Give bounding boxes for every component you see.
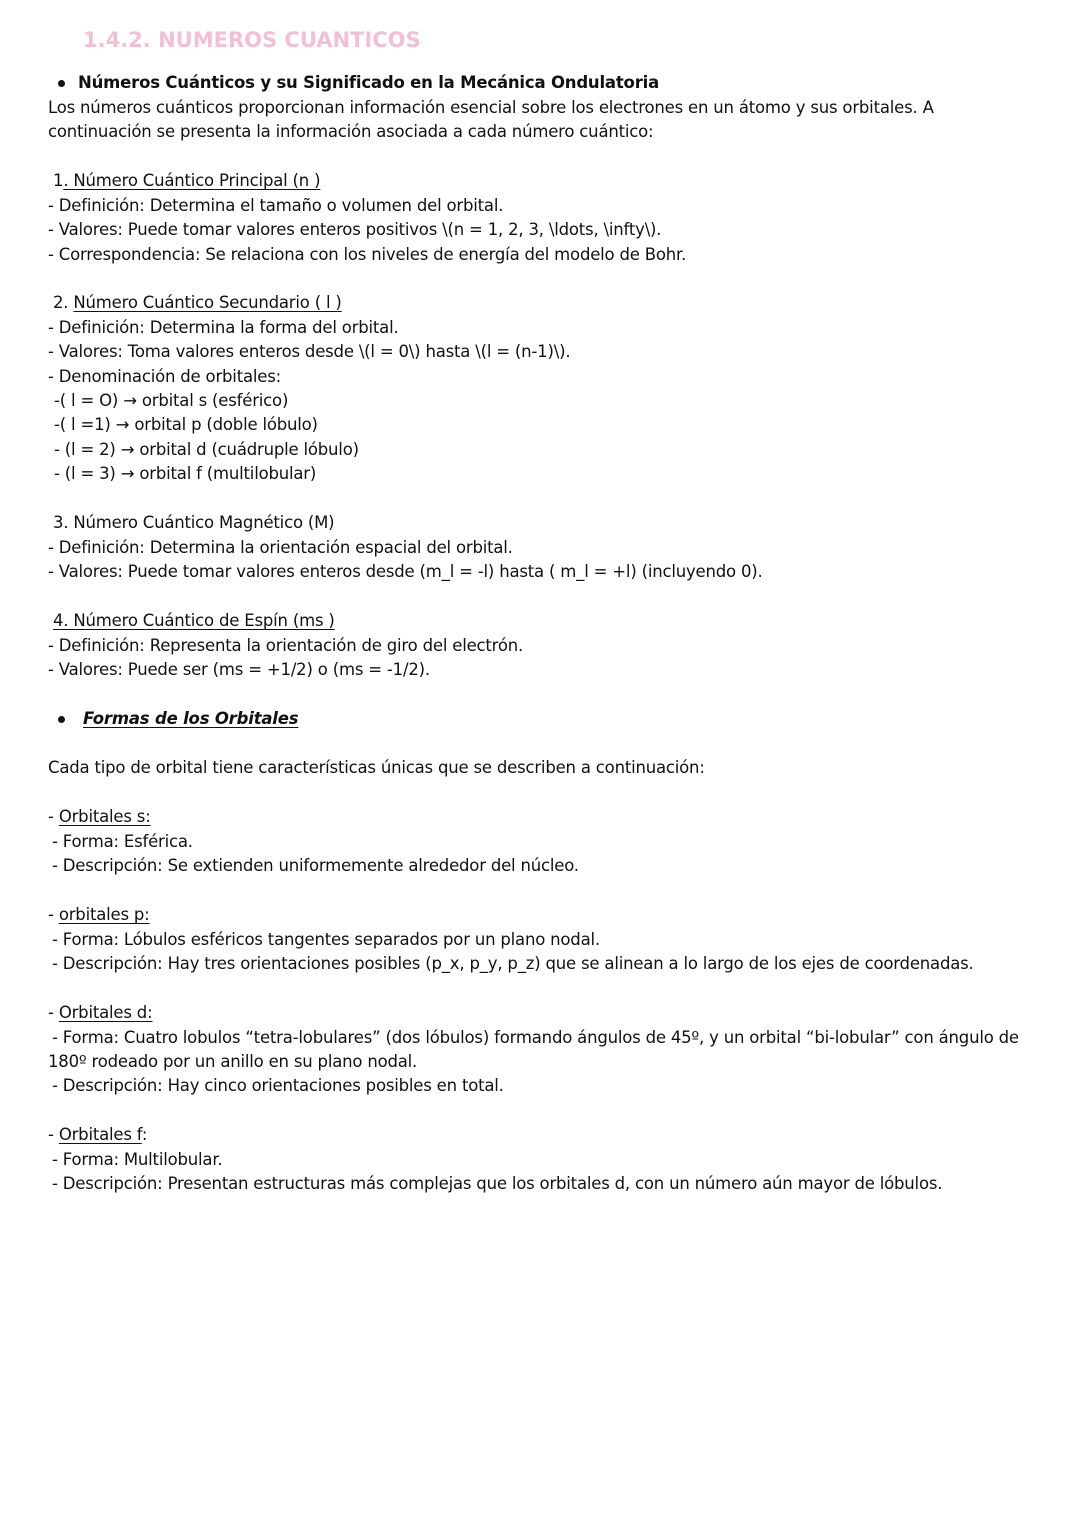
list-item: - Forma: Cuatro lobulos “tetra-lobulares” (dos lóbulos) formando ángulos de 45º, y un orbital “bi-lobular” con ángulo de bbox=[52, 1028, 1019, 1047]
list-item: - Definición: Determina la orientación espacial del orbital. bbox=[48, 538, 513, 557]
list-item: - Forma: Lóbulos esféricos tangentes separados por un plano nodal. bbox=[52, 930, 600, 949]
list-item: - Descripción: Presentan estructuras más complejas que los orbitales d, con un número aún mayor de lóbulos. bbox=[52, 1174, 943, 1193]
list-item: - Forma: Esférica. bbox=[52, 832, 193, 851]
list-item: - Descripción: Hay tres orientaciones posibles (p_x, p_y, p_z) que se alinean a lo largo de los ejes de coordenadas. bbox=[52, 954, 974, 973]
orbital-f-heading: - Orbitales f: bbox=[48, 1125, 148, 1144]
orbital-d-heading: - Orbitales d: bbox=[48, 1003, 153, 1022]
intro-line: Cada tipo de orbital tiene características únicas que se describen a continuación: bbox=[48, 758, 705, 777]
list-item: - (l = 2) → orbital d (cuádruple lóbulo) bbox=[54, 440, 359, 459]
list-item: - Valores: Puede tomar valores enteros desde (m_l = -l) hasta ( m_l = +l) (incluyendo 0). bbox=[48, 562, 763, 581]
page-title: 1.4.2. NUMEROS CUANTICOS bbox=[83, 28, 421, 52]
subheading-principal: 1. Número Cuántico Principal (n ) bbox=[53, 171, 321, 190]
subheading-espin: 4. Número Cuántico de Espín (ms ) bbox=[53, 611, 335, 630]
subheading-secundario: 2. Número Cuántico Secundario ( l ) bbox=[53, 293, 342, 312]
list-item: - Descripción: Se extienden uniformemente alrededor del núcleo. bbox=[52, 856, 579, 875]
list-item: - Definición: Determina el tamaño o volumen del orbital. bbox=[48, 196, 504, 215]
bullet-icon bbox=[58, 80, 65, 87]
list-item: - Descripción: Hay cinco orientaciones posibles en total. bbox=[52, 1076, 504, 1095]
list-item: 180º rodeado por un anillo en su plano nodal. bbox=[48, 1052, 418, 1071]
orbital-p-heading: - orbitales p: bbox=[48, 905, 150, 924]
bullet-icon bbox=[58, 716, 65, 723]
section-heading-quantum-numbers: Números Cuánticos y su Significado en la Mecánica Ondulatoria bbox=[78, 73, 660, 92]
list-item: - Definición: Representa la orientación de giro del electrón. bbox=[48, 636, 524, 655]
list-item: - Forma: Multilobular. bbox=[52, 1150, 223, 1169]
intro-line: Los números cuánticos proporcionan información esencial sobre los electrones en un átomo y sus orbitales. A bbox=[48, 98, 934, 117]
list-item: - Definición: Determina la forma del orbital. bbox=[48, 318, 399, 337]
list-item: -( l = O) → orbital s (esférico) bbox=[54, 391, 289, 410]
list-item: - Valores: Puede tomar valores enteros positivos \(n = 1, 2, 3, \ldots, \infty\). bbox=[48, 220, 662, 239]
list-item: -( l =1) → orbital p (doble lóbulo) bbox=[54, 415, 318, 434]
list-item: - Valores: Toma valores enteros desde \(l = 0\) hasta \(l = (n-1)\). bbox=[48, 342, 571, 361]
list-item: - Denominación de orbitales: bbox=[48, 367, 281, 386]
list-item: - (l = 3) → orbital f (multilobular) bbox=[54, 464, 317, 483]
intro-line: continuación se presenta la información asociada a cada número cuántico: bbox=[48, 122, 654, 141]
section-heading-orbital-shapes: Formas de los Orbitales bbox=[83, 709, 299, 728]
list-item: - Correspondencia: Se relaciona con los niveles de energía del modelo de Bohr. bbox=[48, 245, 687, 264]
list-item: - Valores: Puede ser (ms = +1/2) o (ms = -1/2). bbox=[48, 660, 430, 679]
subheading-magnetico: 3. Número Cuántico Magnético (M) bbox=[53, 513, 335, 532]
orbital-s-heading: - Orbitales s: bbox=[48, 807, 151, 826]
